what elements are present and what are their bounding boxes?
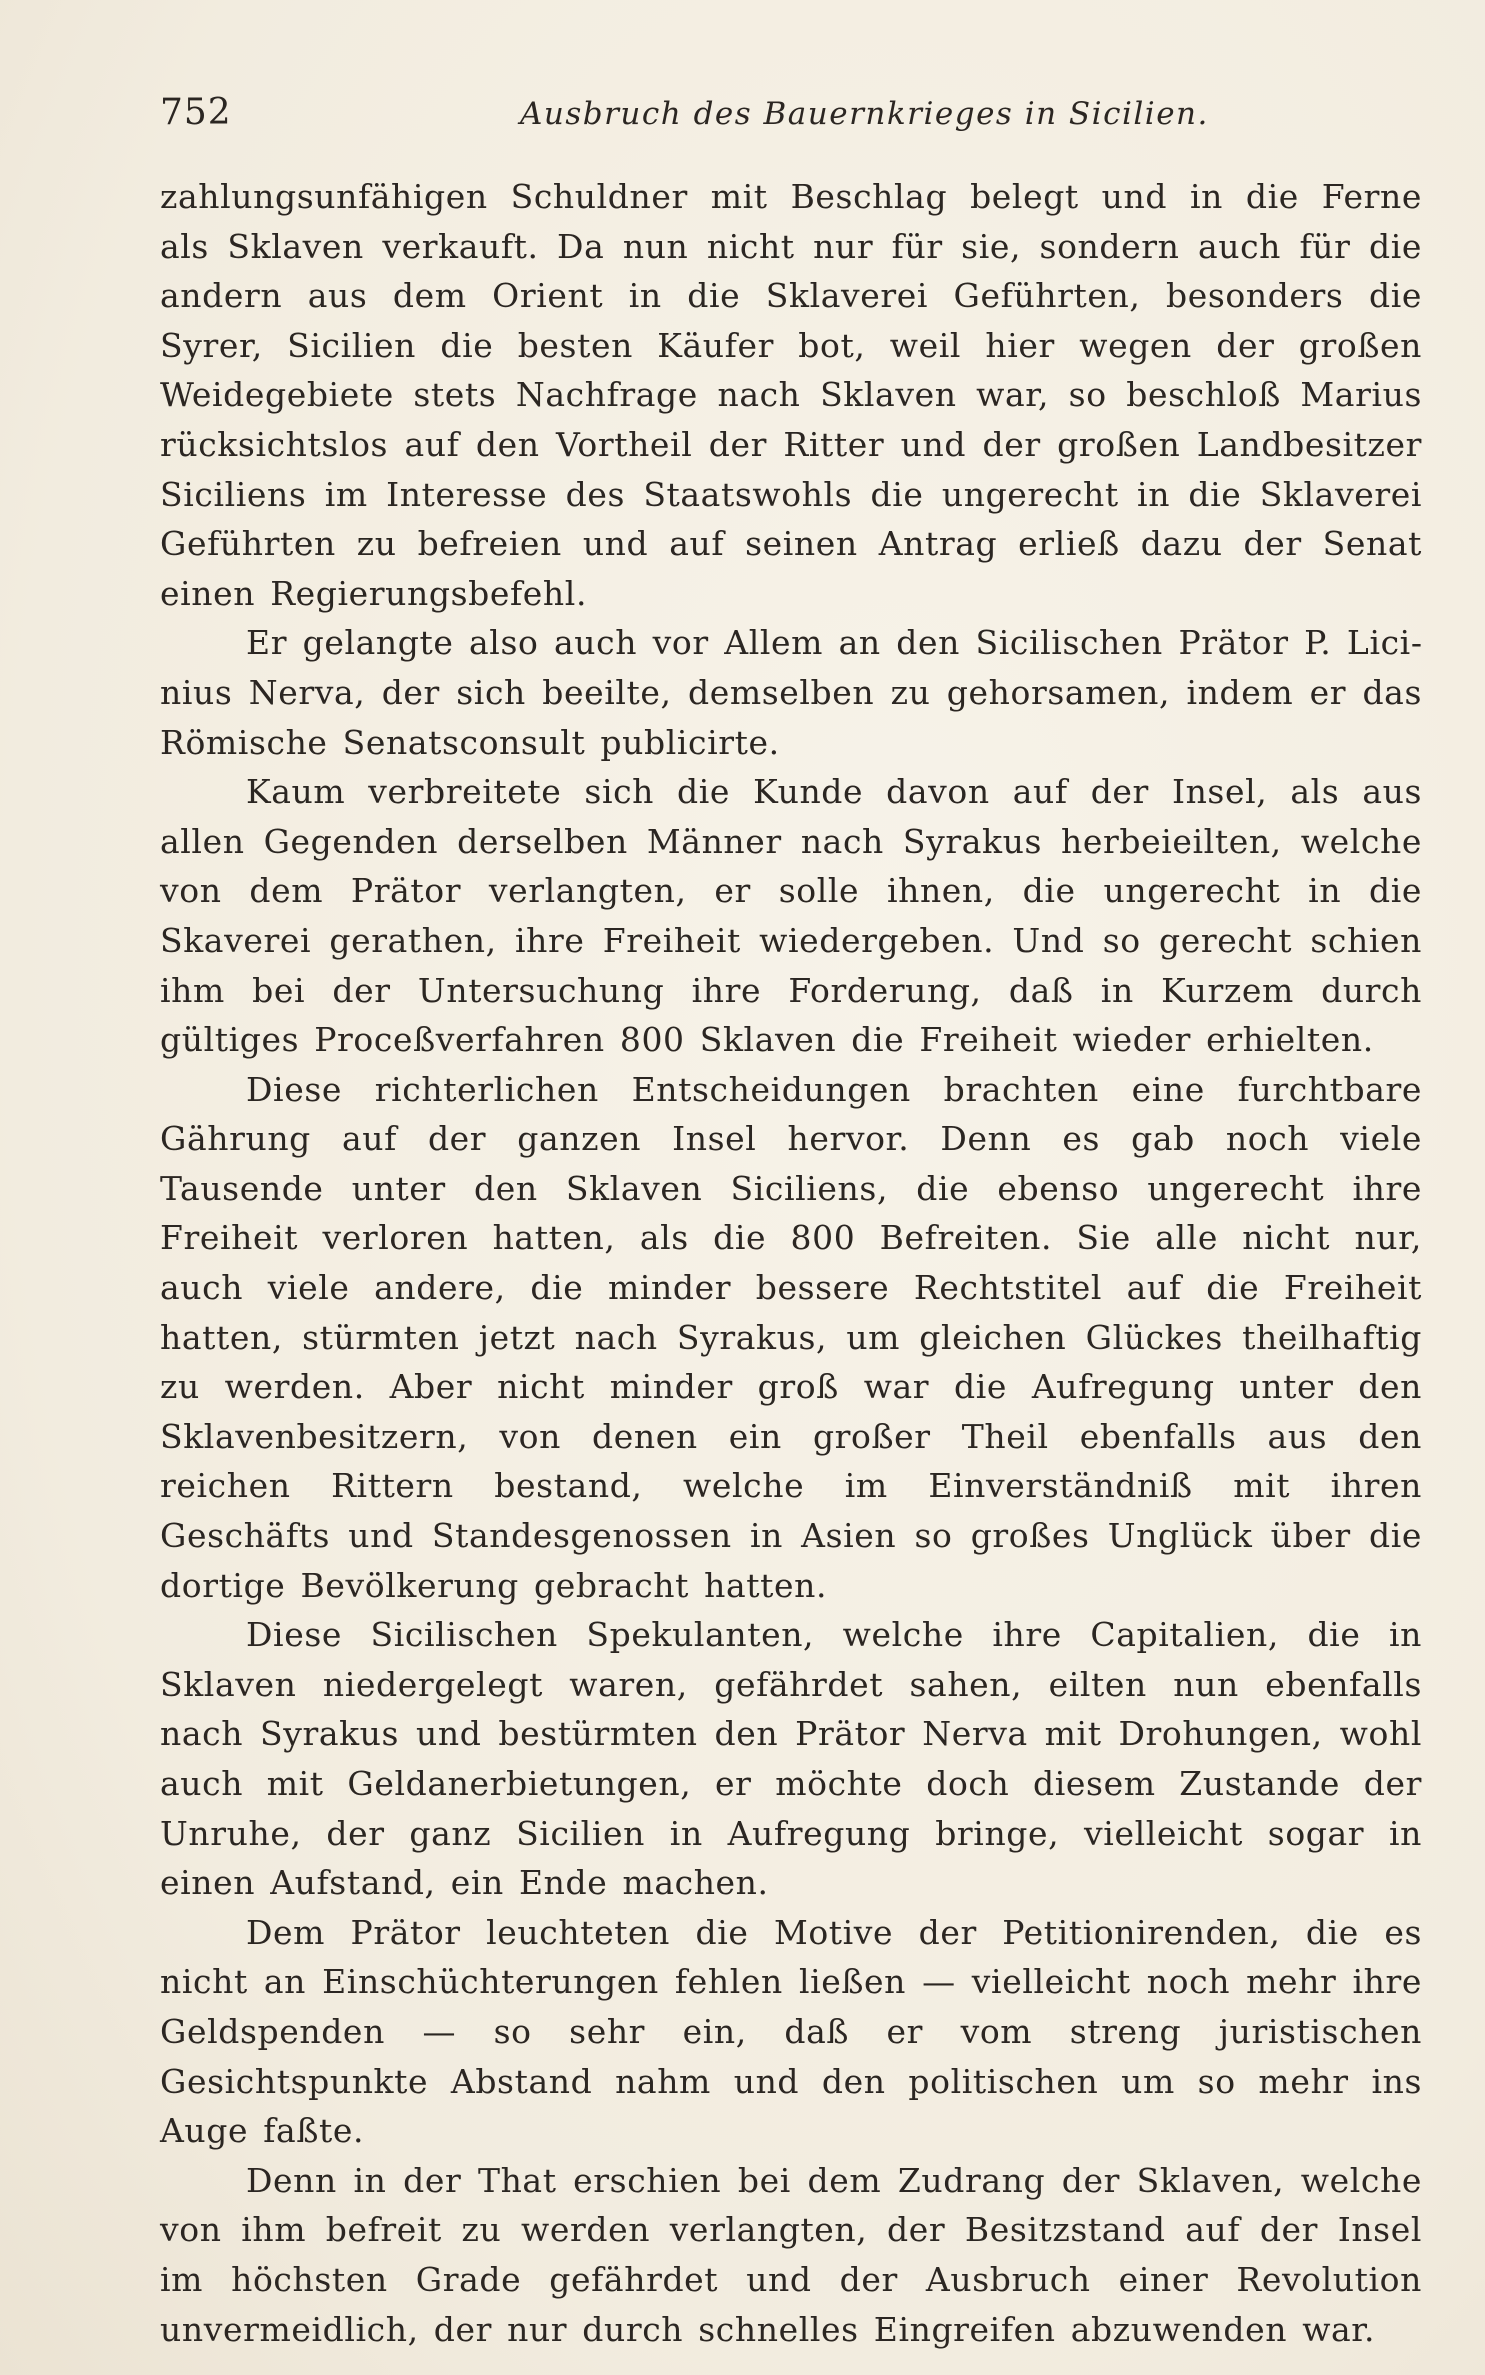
paragraph-3: Kaum verbreitete sich die Kunde davon auf der Insel, als aus allen Gegenden derselben Männer nach Syrakus herbeieilten, welche von dem Prätor verlangten, er solle ihnen, die ungerecht in die Skaverei gerathen, ihre Freiheit wiedergeben. Und so gerecht schien ihm bei der Untersuchung ihre Forderung, daß in Kurzem durch gültiges Proceßverfahren 800 Sklaven die Freiheit wieder erhielten.	[160, 772, 1422, 1060]
paragraph-6: Dem Prätor leuchteten die Motive der Petitionirenden, die es nicht an Einschüchterungen fehlen ließen — vielleicht noch mehr ihre Geldspenden — so sehr ein, daß er vom streng juristischen Gesichtspunkte Abstand nahm und den politischen um so mehr ins Auge faßte.	[160, 1912, 1422, 2151]
page-number: 752	[160, 92, 232, 133]
paragraph-4: Diese richterlichen Entscheidungen brachten eine furchtbare Gährung auf der ganzen Insel hervor. Denn es gab noch viele Tausende unter den Sklaven Siciliens, die ebenso ungerecht ihre Freiheit verloren hatten, als die 800 Befreiten. Sie alle nicht nur, auch viele andere, die minder bessere Rechtstitel auf die Freiheit hatten, stürmten jetzt nach Syrakus, um gleichen Glückes theilhaftig zu werden. Aber nicht minder groß war die Aufregung unter den Sklavenbesitzern, von denen ein großer Theil ebenfalls aus den reichen Rittern bestand, welche im Einverständniß mit ihren Geschäfts und Standesgenossen in Asien so großes Unglück über die dortige Bevölkerung gebracht hatten.	[160, 1069, 1422, 1605]
page-header	[160, 92, 1420, 144]
running-title: Ausbruch des Bauernkrieges in Sicilien.	[520, 96, 1209, 132]
body-text	[160, 172, 1422, 2354]
paragraph-5: Diese Sicilischen Spekulanten, welche ihre Capitalien, die in Sklaven niedergelegt waren, gefährdet sahen, eilten nun ebenfalls nach Syrakus und bestürmten den Prätor Nerva mit Drohungen, wohl auch mit Geldanerbietungen, er möchte doch diesem Zustande der Unruhe, der ganz Sicilien in Aufregung bringe, vielleicht sogar in einen Aufstand, ein Ende machen.	[160, 1615, 1422, 1903]
paragraph-2: Er gelangte also auch vor Allem an den Sicilischen Prätor P. Licinius Nerva, der sich beeilte, demselben zu gehorsamen, indem er das Römische Senatsconsult publicirte.	[160, 623, 1422, 762]
paragraph-1: zahlungsunfähigen Schuldner mit Beschlag belegt und in die Ferne als Sklaven verkauft. Da nun nicht nur für sie, sondern auch für die andern aus dem Orient in die Sklaverei Geführten, besonders die Syrer, Sicilien die besten Käufer bot, weil hier wegen der großen Weidegebiete stets Nachfrage nach Sklaven war, so beschloß Marius rücksichtslos auf den Vortheil der Ritter und der großen Landbesitzer Siciliens im Interesse des Staatswohls die ungerecht in die Sklaverei Geführten zu befreien und auf seinen Antrag erließ dazu der Senat einen Regierungsbefehl.	[160, 177, 1422, 613]
paragraph-7: Denn in der That erschien bei dem Zudrang der Sklaven, welche von ihm befreit zu werden verlangten, der Besitzstand auf der Insel im höchsten Grade gefährdet und der Ausbruch einer Revolution unvermeidlich, der nur durch schnelles Eingreifen abzuwenden war.	[160, 2160, 1422, 2349]
